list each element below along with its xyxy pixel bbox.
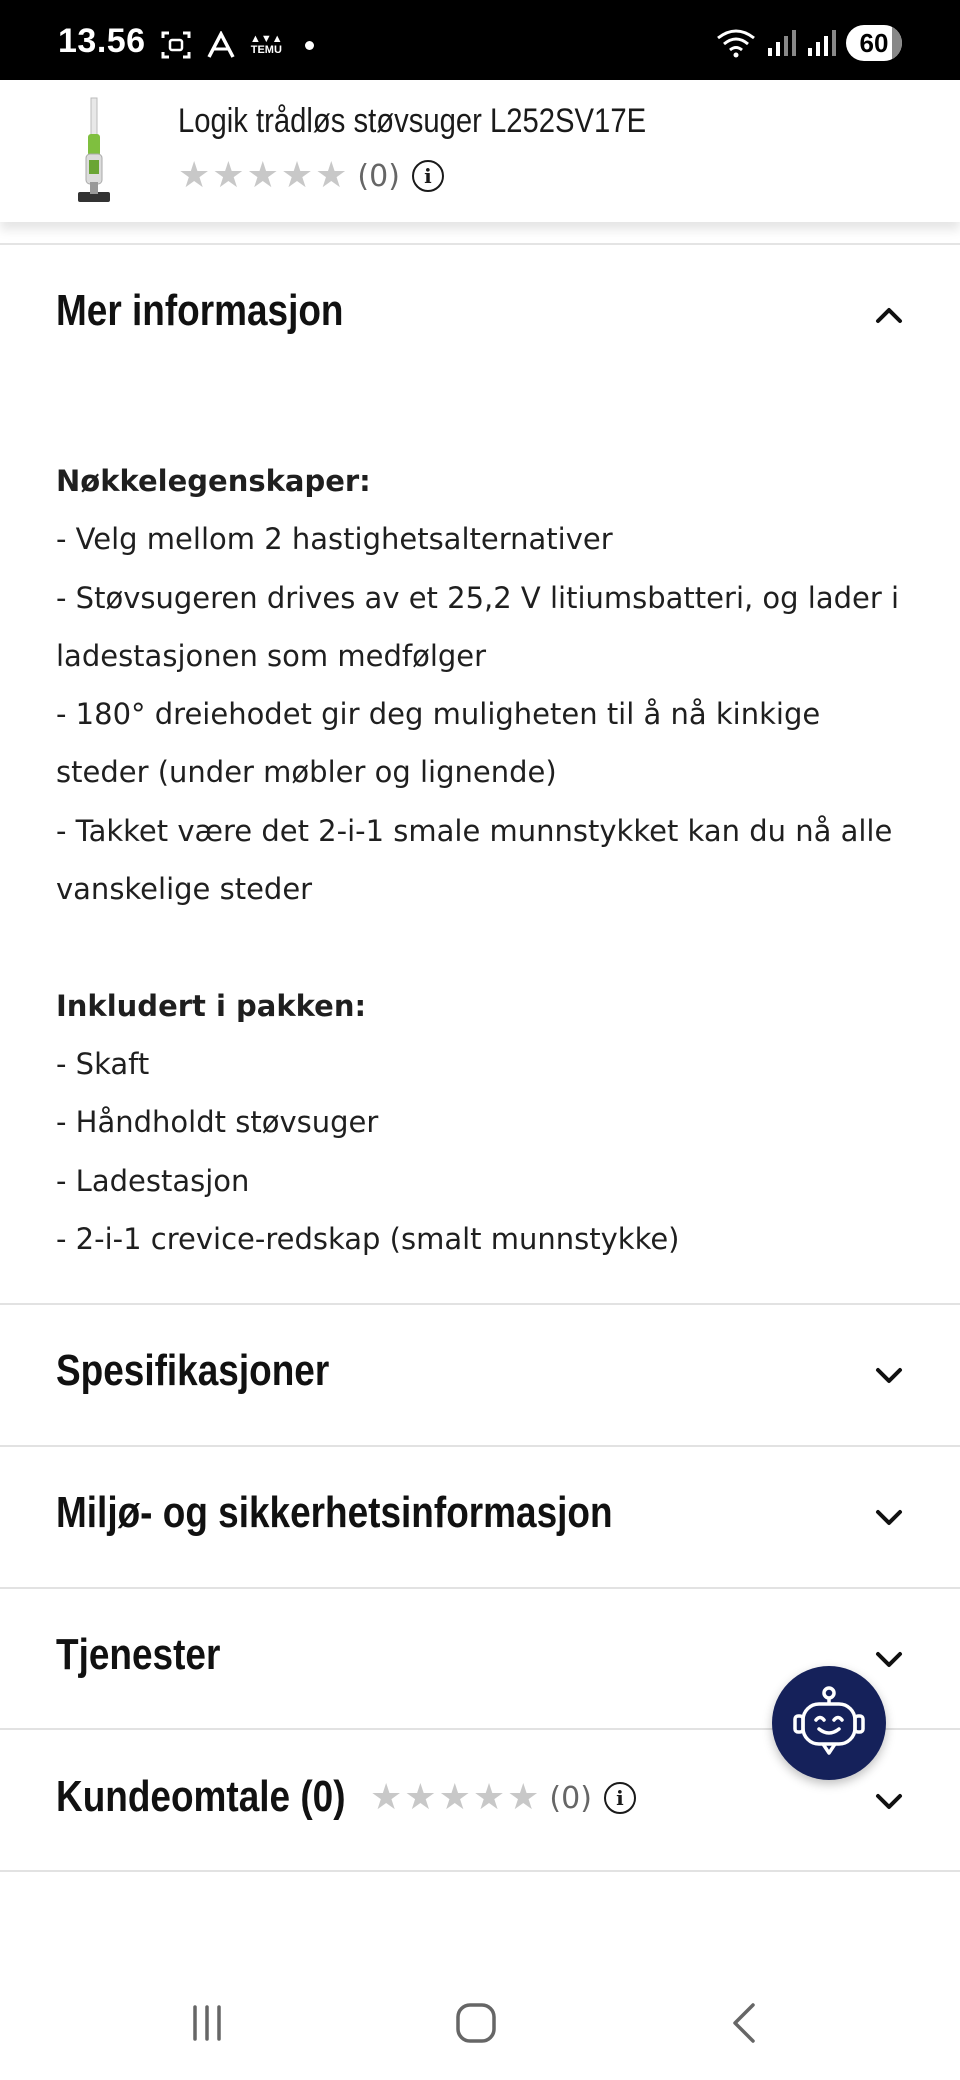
more-info-content xyxy=(56,452,916,1268)
star-icon: ★ xyxy=(315,155,348,196)
divider xyxy=(0,1870,960,1872)
star-icon: ★ xyxy=(246,155,279,196)
section-title-specs[interactable]: Spesifikasjoner xyxy=(56,1346,330,1395)
home-icon xyxy=(454,2001,498,2045)
robot-icon xyxy=(787,1681,871,1765)
spacer xyxy=(56,918,916,976)
section-title-services[interactable]: Tjenester xyxy=(56,1630,221,1679)
signal-icon xyxy=(766,28,796,58)
included-heading: Inkludert i pakken: xyxy=(56,988,367,1023)
reviews-rating[interactable] xyxy=(370,1777,636,1818)
divider xyxy=(0,243,960,245)
chevron-down-icon[interactable] xyxy=(874,1360,904,1390)
included-item: - Håndholdt støvsuger xyxy=(56,1105,379,1140)
section-title-environment[interactable]: Miljø- og sikkerhetsinformasjon xyxy=(56,1488,613,1537)
chatbot-button[interactable] xyxy=(772,1666,886,1780)
key-feature-item: - 180° dreiehodet gir deg muligheten til å nå kinkige steder (under møbler og lignende) xyxy=(56,697,821,790)
divider xyxy=(0,1445,960,1447)
product-thumbnail[interactable] xyxy=(72,94,116,206)
status-notification-icons xyxy=(160,30,314,60)
battery-indicator: 60 xyxy=(846,25,902,61)
star-icon: ★ xyxy=(280,155,314,196)
star-icon: ★ xyxy=(212,155,245,196)
navigation-bar xyxy=(0,1960,960,2080)
key-features-heading: Nøkkelegenskaper: xyxy=(56,464,371,498)
included-item: - Skaft xyxy=(56,1046,150,1081)
back-icon xyxy=(725,2001,765,2045)
home-button[interactable] xyxy=(441,1988,511,2058)
star-icon: ★ xyxy=(404,1777,437,1818)
info-icon[interactable]: i xyxy=(412,160,444,192)
included-item: - 2-i-1 crevice-redskap (smalt munnstykke) xyxy=(56,1221,680,1256)
key-feature-item: - Velg mellom 2 hastighetsalternativer xyxy=(56,522,613,557)
star-icon: ★ xyxy=(370,1777,403,1818)
section-title-more-info[interactable]: Mer informasjon xyxy=(56,286,344,335)
back-button[interactable] xyxy=(710,1988,780,2058)
status-system-icons xyxy=(716,26,902,60)
info-icon[interactable]: i xyxy=(604,1782,636,1814)
rating-stars xyxy=(178,155,348,196)
chevron-down-icon[interactable] xyxy=(874,1502,904,1532)
star-icon: ★ xyxy=(507,1777,540,1818)
temu-icon: ▲▼▲ TEMU xyxy=(250,33,283,56)
recent-apps-button[interactable] xyxy=(172,1988,242,2058)
app-notification-icon xyxy=(206,31,236,59)
recent-apps-icon xyxy=(187,2003,227,2043)
included-item: - Ladestasjon xyxy=(56,1163,250,1198)
chevron-down-icon[interactable] xyxy=(874,1644,904,1674)
rating-count: (0) xyxy=(549,1780,592,1816)
notification-dot-icon xyxy=(305,41,314,50)
signal-icon-2 xyxy=(806,28,836,58)
product-header xyxy=(0,80,960,222)
screenshot-icon xyxy=(160,30,192,60)
key-feature-item: - Takket være det 2-i-1 smale munnstykket kan du nå alle vanskelige steder xyxy=(56,813,893,907)
star-icon: ★ xyxy=(472,1777,506,1818)
status-time: 13.56 xyxy=(58,22,146,60)
section-title-reviews[interactable]: Kundeomtale (0) xyxy=(56,1772,346,1821)
product-rating[interactable] xyxy=(178,155,444,196)
key-feature-item: - Støvsugeren drives av et 25,2 V litiumsbatteri, og lader i ladestasjonen som medfølger xyxy=(56,580,900,673)
star-icon: ★ xyxy=(178,155,211,196)
status-bar xyxy=(0,0,960,80)
rating-count: (0) xyxy=(357,158,400,194)
chevron-up-icon[interactable] xyxy=(874,300,904,330)
product-title: Logik trådløs støvsuger L252SV17E xyxy=(178,102,647,140)
chevron-down-icon[interactable] xyxy=(874,1786,904,1816)
star-icon: ★ xyxy=(438,1777,471,1818)
wifi-icon xyxy=(716,28,756,58)
divider xyxy=(0,1587,960,1589)
rating-stars xyxy=(370,1777,540,1818)
divider xyxy=(0,1303,960,1305)
